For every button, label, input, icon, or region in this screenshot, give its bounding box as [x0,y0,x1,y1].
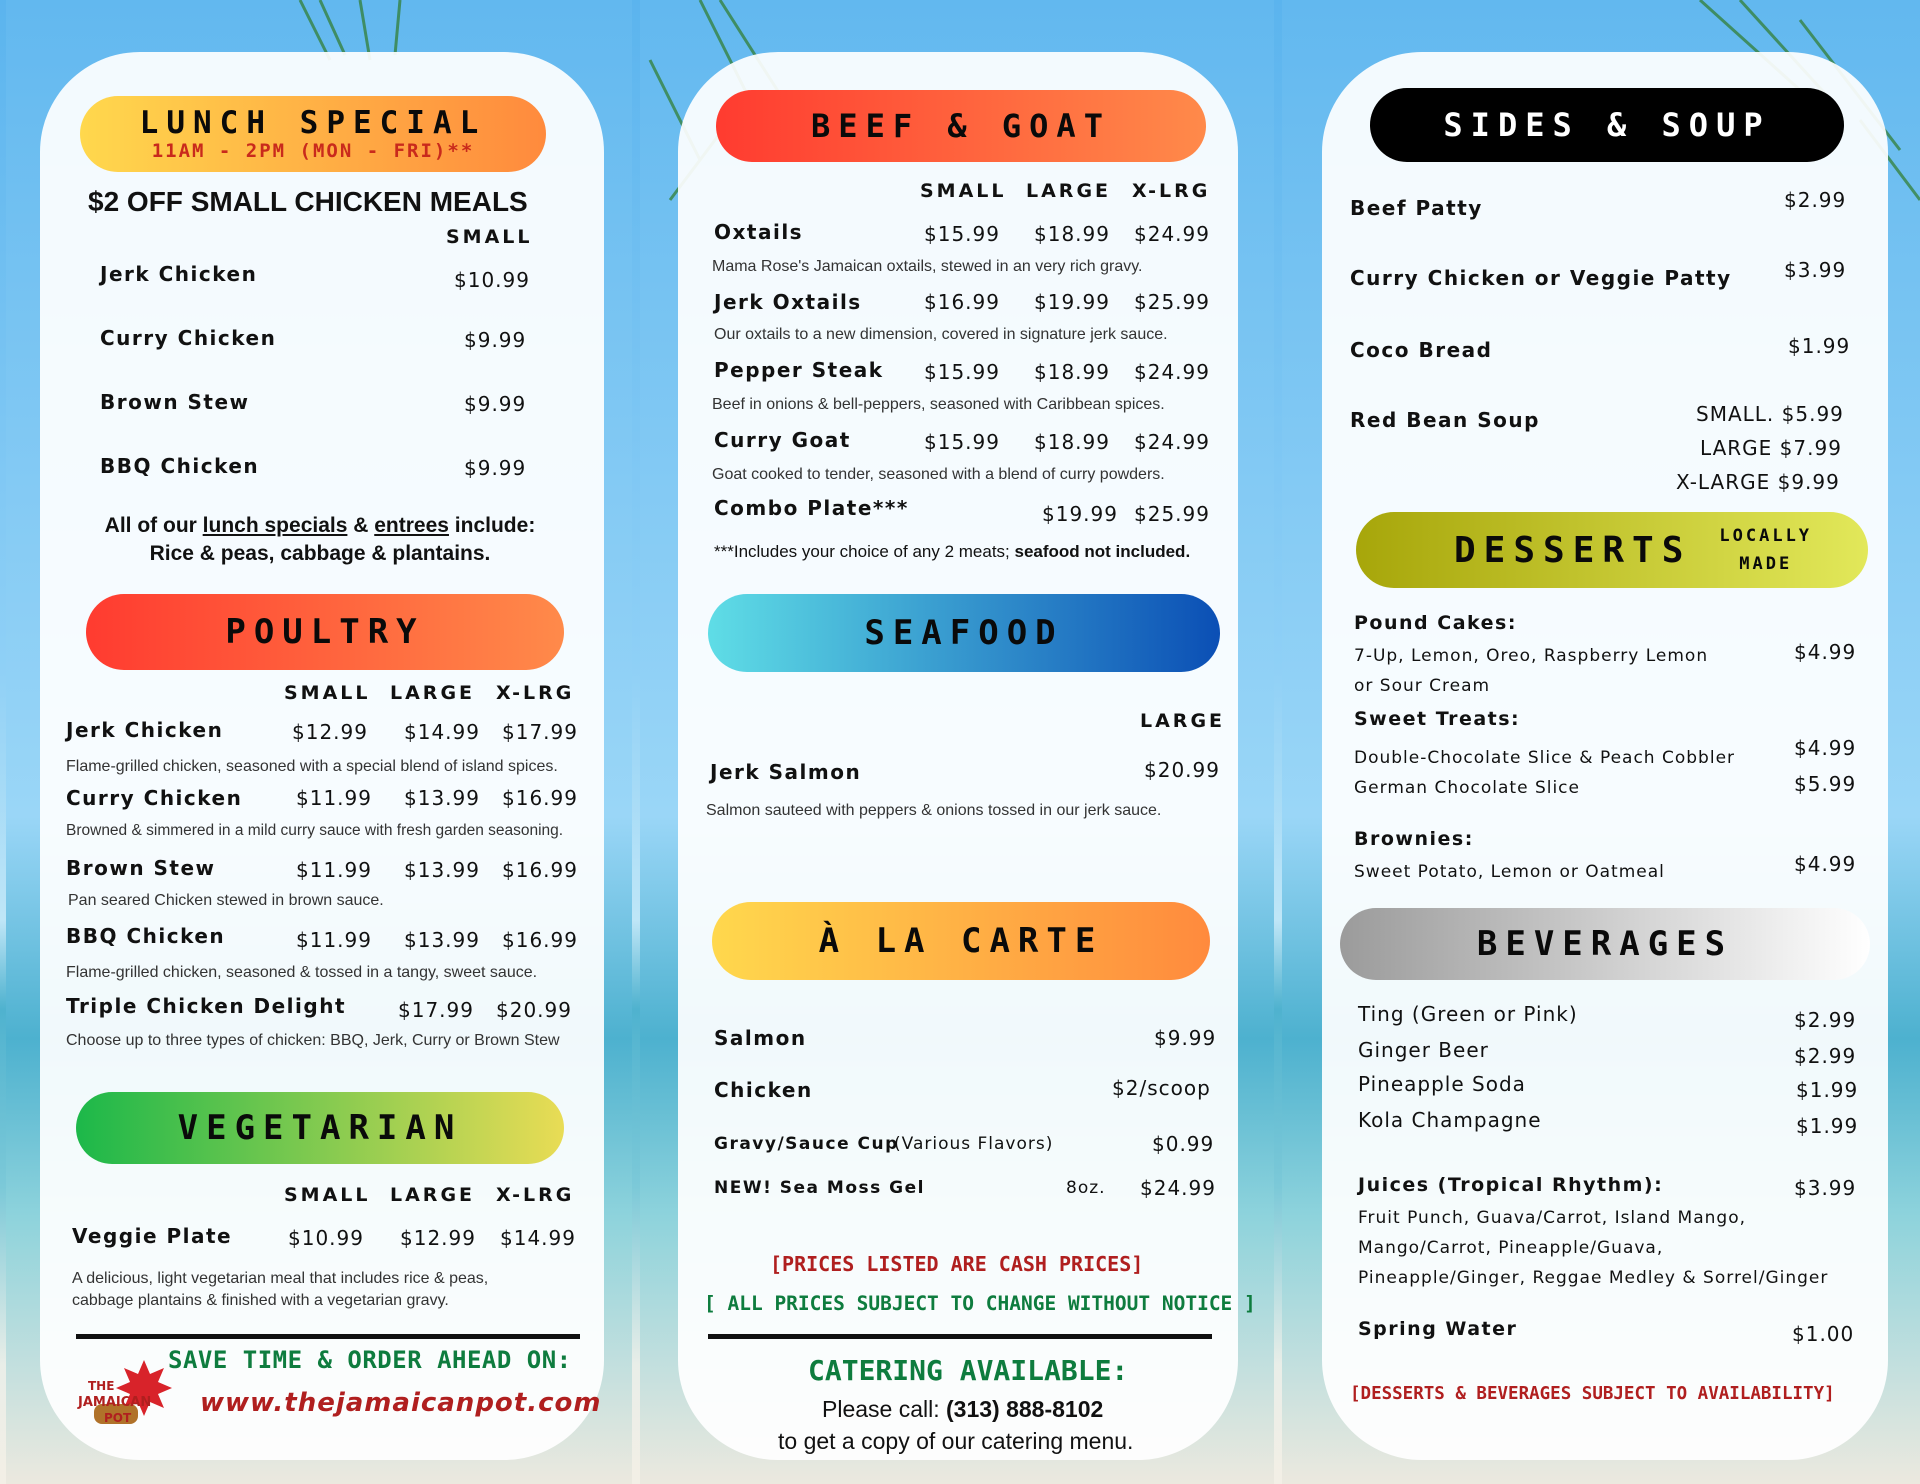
availability-note: [DESSERTS & BEVERAGES SUBJECT TO AVAILABILITY] [1350,1384,1835,1404]
lunch-item-name: BBQ Chicken [100,454,260,478]
beverage-item-price: $2.99 [1794,1044,1857,1068]
spring-water-price: $1.00 [1792,1322,1855,1346]
soup-price-small: SMALL. $5.99 [1696,402,1844,426]
price-change-note: [ ALL PRICES SUBJECT TO CHANGE WITHOUT NOTICE ] [704,1292,1256,1315]
sweet-treat-item: Double-Chocolate Slice & Peach Cobbler [1354,748,1736,768]
veg-col-large: LARGE [390,1184,476,1206]
combo-price-xlrg: $25.99 [1134,502,1210,526]
sides-item-price: $2.99 [1784,188,1847,212]
lunch-include-note [60,512,580,568]
middle-divider [708,1334,1212,1339]
poultry-price-small: $11.99 [296,858,372,882]
cash-price-note: [PRICES LISTED ARE CASH PRICES] [770,1252,1144,1276]
beverages-header: BEVERAGES [1340,908,1870,980]
beef-price-large: $19.99 [1034,290,1110,314]
poultry-col-large: LARGE [390,682,476,704]
poultry-item-desc: Flame-grilled chicken, seasoned & tossed in a tangy, sweet sauce. [66,964,538,981]
badge-line: LOCALLY [1719,526,1813,546]
lunch-special-hours: 11AM - 2PM (MON - FRI)** [151,140,475,162]
note-text: Rice & peas, cabbage & plantains. [149,542,491,565]
desserts-header [1356,512,1868,588]
veggie-desc-line: A delicious, light vegetarian meal that includes rice & peas, [72,1270,489,1287]
beef-price-small: $15.99 [924,360,1000,384]
poultry-price-small: $11.99 [296,928,372,952]
beverage-item-price: $2.99 [1794,1008,1857,1032]
juices-name: Juices (Tropical Rhythm): [1358,1174,1664,1196]
sweet-treats-name: Sweet Treats: [1354,708,1521,730]
jerk-salmon-desc: Salmon sauteed with peppers & onions tossed in our jerk sauce. [706,802,1162,819]
lunch-special-header [80,96,546,172]
combo-plate-name: Combo Plate*** [714,496,909,520]
combo-price-large: $19.99 [1042,502,1118,526]
beef-price-xlrg: $24.99 [1134,360,1210,384]
poultry-item-name: Brown Stew [66,856,216,880]
pound-cakes-flavors: or Sour Cream [1354,676,1491,696]
sides-item-price: $3.99 [1784,258,1847,282]
veggie-price-large: $12.99 [400,1226,476,1250]
locally-made-badge [1719,522,1812,578]
beef-price-small: $15.99 [924,222,1000,246]
beef-price-xlrg: $25.99 [1134,290,1210,314]
jerk-salmon-price: $20.99 [1144,758,1220,782]
poultry-price-large: $13.99 [404,928,480,952]
catering-title: CATERING AVAILABLE: [808,1354,1129,1387]
beef-price-small: $15.99 [924,430,1000,454]
lunch-item-name: Brown Stew [100,390,250,414]
lunch-headline: $2 OFF SMALL CHICKEN MEALS [88,186,528,217]
beef-col-xlrg: X-LRG [1132,180,1211,202]
poultry-price-xlrg: $16.99 [502,786,578,810]
sides-soup-header: SIDES & SOUP [1370,88,1844,162]
beef-item-desc: Our oxtails to a new dimension, covered in signature jerk sauce. [714,326,1168,343]
poultry-price-large: $13.99 [404,786,480,810]
veggie-price-small: $10.99 [288,1226,364,1250]
catering-call [822,1396,1103,1423]
veg-col-xlrg: X-LRG [496,1184,575,1206]
beef-price-xlrg: $24.99 [1134,430,1210,454]
lunch-item-price: $9.99 [464,392,527,416]
juice-flavors: Fruit Punch, Guava/Carrot, Island Mango, [1358,1208,1747,1228]
beef-item-desc: Mama Rose's Jamaican oxtails, stewed in an very rich gravy. [712,258,1143,275]
veggie-plate-name: Veggie Plate [72,1224,233,1248]
beef-item-desc: Beef in onions & bell-peppers, seasoned with Caribbean spices. [712,396,1165,413]
spring-water-name: Spring Water [1358,1318,1518,1340]
catering-call-text: Please call: [822,1396,947,1422]
poultry-item-name: Jerk Chicken [66,718,224,742]
soup-price-large: LARGE $7.99 [1700,436,1842,460]
poultry-price-xlrg: $17.99 [502,720,578,744]
order-ahead-text: SAVE TIME & ORDER AHEAD ON: [168,1346,572,1374]
veggie-price-xlrg: $14.99 [500,1226,576,1250]
website-link[interactable]: www.thejamaicanpot.com [200,1388,602,1418]
catering-phone[interactable]: (313) 888-8102 [946,1396,1104,1422]
poultry-price-small: $12.99 [292,720,368,744]
beef-price-large: $18.99 [1034,222,1110,246]
beef-col-small: SMALL [920,180,1007,202]
poultry-col-xlrg: X-LRG [496,682,575,704]
lunch-size-col: SMALL [446,226,533,248]
sweet-treat-price: $4.99 [1794,736,1857,760]
brownies-price: $4.99 [1794,852,1857,876]
note-text: All of our [104,514,203,537]
beef-item-name: Pepper Steak [714,358,884,382]
note-text: include: [448,514,536,537]
beverage-item-price: $1.99 [1796,1114,1859,1138]
jerk-salmon-name: Jerk Salmon [710,760,862,784]
veggie-desc [72,1268,488,1312]
sea-moss-size: 8oz. [1066,1178,1106,1198]
gravy-cup-price: $0.99 [1152,1132,1215,1156]
alacarte-item-name: Salmon [714,1026,807,1050]
alacarte-item-price: $9.99 [1154,1026,1217,1050]
alacarte-header: À LA CARTE [712,902,1210,980]
brownies-flavors: Sweet Potato, Lemon or Oatmeal [1354,862,1665,882]
pound-cakes-name: Pound Cakes: [1354,612,1517,634]
poultry-header: POULTRY [86,594,564,670]
note-text: & [347,514,375,537]
sea-moss-price: $24.99 [1140,1176,1216,1200]
juice-flavors: Mango/Carrot, Pineapple/Guava, [1358,1238,1664,1258]
catering-menu-line: to get a copy of our catering menu. [778,1428,1134,1454]
sides-item-price: $1.99 [1788,334,1851,358]
lunch-item-price: $10.99 [454,268,530,292]
sides-item-name: Curry Chicken or Veggie Patty [1350,266,1732,290]
beef-price-small: $16.99 [924,290,1000,314]
veggie-desc-line: cabbage plantains & finished with a vegetarian gravy. [72,1292,449,1309]
desserts-title: DESSERTS [1454,529,1692,571]
lunch-specials-link: lunch specials [202,514,348,537]
seafood-col-large: LARGE [1140,710,1226,732]
alacarte-item-price: $2/scoop [1112,1076,1211,1100]
beverage-item-name: Kola Champagne [1358,1108,1542,1132]
beverage-item-price: $1.99 [1796,1078,1859,1102]
poultry-price-large: $14.99 [404,720,480,744]
poultry-item-desc: Pan seared Chicken stewed in brown sauce. [68,892,384,909]
beef-col-large: LARGE [1026,180,1112,202]
beef-item-name: Jerk Oxtails [714,290,862,314]
poultry-price-small: $11.99 [296,786,372,810]
triple-chicken-price-large: $17.99 [398,998,474,1022]
beverage-item-name: Pineapple Soda [1358,1072,1526,1096]
triple-chicken-desc: Choose up to three types of chicken: BBQ, Jerk, Curry or Brown Stew [66,1032,560,1049]
soup-price-xlarge: X-LARGE $9.99 [1676,470,1840,494]
svg-text:JAMAICAN: JAMAICAN [78,1395,152,1410]
poultry-item-name: BBQ Chicken [66,924,226,948]
lunch-item-price: $9.99 [464,328,527,352]
pound-cakes-flavors: 7-Up, Lemon, Oreo, Raspberry Lemon [1354,646,1709,666]
sweet-treat-item: German Chocolate Slice [1354,778,1580,798]
beef-item-name: Curry Goat [714,428,851,452]
lunch-item-name: Curry Chicken [100,326,277,350]
seafood-header: SEAFOOD [708,594,1220,672]
juice-flavors: Pineapple/Ginger, Reggae Medley & Sorrel/Ginger [1358,1268,1829,1288]
beef-price-xlrg: $24.99 [1134,222,1210,246]
juices-price: $3.99 [1794,1176,1857,1200]
triple-chicken-name: Triple Chicken Delight [66,994,347,1018]
sea-moss-name: NEW! Sea Moss Gel [714,1178,925,1198]
beef-price-large: $18.99 [1034,430,1110,454]
lunch-special-title: LUNCH SPECIAL [139,105,487,141]
poultry-item-name: Curry Chicken [66,786,243,810]
beef-item-name: Oxtails [714,220,804,244]
svg-text:POT: POT [104,1411,132,1425]
left-divider [76,1334,580,1339]
gravy-cup-note: (Various Flavors) [894,1134,1054,1154]
entrees-link: entrees [374,514,449,537]
sweet-treat-price: $5.99 [1794,772,1857,796]
beef-item-desc: Goat cooked to tender, seasoned with a blend of curry powders. [712,466,1165,483]
lunch-item-name: Jerk Chicken [100,262,258,286]
triple-chicken-price-xlrg: $20.99 [496,998,572,1022]
pound-cakes-price: $4.99 [1794,640,1857,664]
combo-note [714,542,1190,562]
sides-item-name: Beef Patty [1350,196,1483,220]
brownies-name: Brownies: [1354,828,1474,850]
combo-note-bold: seafood not included. [1014,542,1191,561]
badge-line: MADE [1739,554,1793,574]
beverage-item-name: Ginger Beer [1358,1038,1489,1062]
alacarte-item-name: Chicken [714,1078,813,1102]
beverage-item-name: Ting (Green or Pink) [1358,1002,1578,1026]
poultry-price-xlrg: $16.99 [502,858,578,882]
poultry-price-large: $13.99 [404,858,480,882]
svg-text:THE: THE [88,1379,115,1393]
beef-goat-header: BEEF & GOAT [716,90,1206,162]
gravy-cup-name: Gravy/Sauce Cup [714,1134,899,1154]
sides-item-name: Coco Bread [1350,338,1493,362]
red-bean-soup-name: Red Bean Soup [1350,408,1540,432]
lunch-item-price: $9.99 [464,456,527,480]
vegetarian-header: VEGETARIAN [76,1092,564,1164]
poultry-item-desc: Browned & simmered in a mild curry sauce with fresh garden seasoning. [66,822,564,839]
poultry-col-small: SMALL [284,682,371,704]
beef-price-large: $18.99 [1034,360,1110,384]
veg-col-small: SMALL [284,1184,371,1206]
combo-note-text: ***Includes your choice of any 2 meats; [714,542,1015,561]
poultry-price-xlrg: $16.99 [502,928,578,952]
poultry-item-desc: Flame-grilled chicken, seasoned with a special blend of island spices. [66,758,558,775]
